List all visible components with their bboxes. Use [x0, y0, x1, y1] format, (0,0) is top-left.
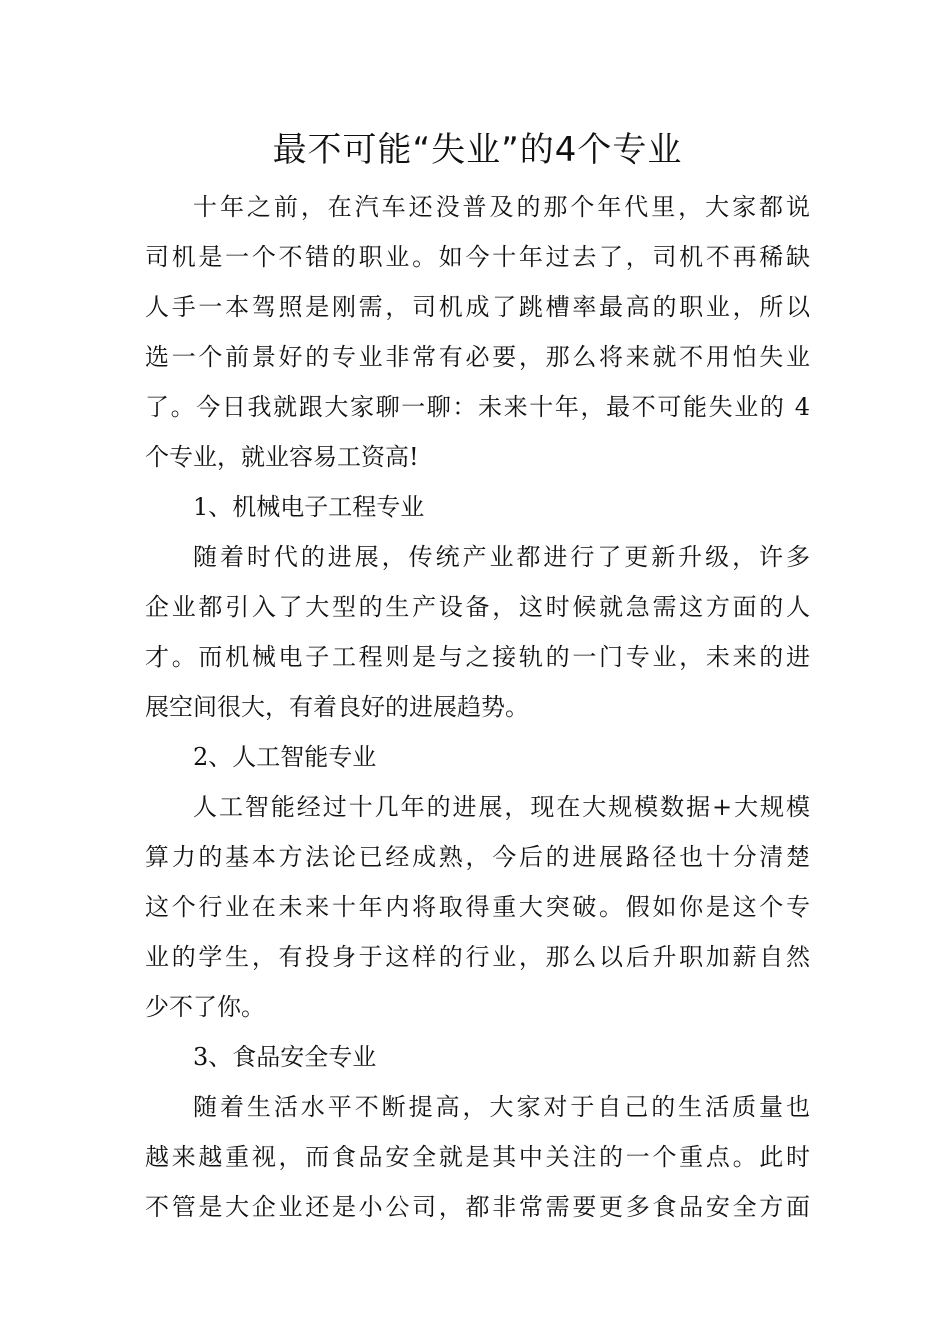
section-heading-1: 1、机械电子工程专业 [193, 493, 425, 521]
text-line: 司机是一个不错的职业。如今十年过去了，司机不再稀缺 [145, 243, 810, 271]
text-line: 个专业，就业容易工资高! [145, 443, 419, 471]
text-line: 越来越重视，而食品安全就是其中关注的一个重点。此时 [145, 1143, 810, 1171]
text-line: 展空间很大，有着良好的进展趋势。 [145, 693, 529, 721]
intro-paragraph [145, 182, 810, 482]
text-line: 业的学生，有投身于这样的行业，那么以后升职加薪自然 [145, 943, 810, 971]
text-line: 不管是大企业还是小公司，都非常需要更多食品安全方面 [145, 1193, 810, 1221]
section-heading-3: 3、食品安全专业 [193, 1043, 377, 1071]
text-line: 人手一本驾照是刚需，司机成了跳槽率最高的职业，所以 [145, 293, 810, 321]
text-line: 了。今日我就跟大家聊一聊：未来十年，最不可能失业的 4 [145, 393, 810, 421]
text-line: 选一个前景好的专业非常有必要，那么将来就不用怕失业 [145, 343, 810, 371]
text-line: 随着时代的进展，传统产业都进行了更新升级，许多 [193, 543, 810, 571]
text-line: 这个行业在未来十年内将取得重大突破。假如你是这个专 [145, 893, 810, 921]
section-2-paragraph [145, 782, 810, 1032]
text-line: 随着生活水平不断提高，大家对于自己的生活质量也 [193, 1093, 810, 1121]
text-line: 才。而机械电子工程则是与之接轨的一门专业，未来的进 [145, 643, 810, 671]
text-line: 算力的基本方法论已经成熟，今后的进展路径也十分清楚 [145, 843, 810, 871]
section-heading-2: 2、人工智能专业 [193, 743, 377, 771]
text-line: 人工智能经过十几年的进展，现在大规模数据+大规模 [193, 793, 810, 821]
document-title: 最不可能“失业”的4个专业 [272, 130, 683, 170]
section-1-paragraph [145, 532, 810, 732]
document-page [145, 118, 810, 1232]
text-line: 企业都引入了大型的生产设备，这时候就急需这方面的人 [145, 593, 810, 621]
text-line: 十年之前，在汽车还没普及的那个年代里，大家都说 [193, 193, 810, 221]
text-line: 少不了你。 [145, 993, 265, 1021]
section-3-paragraph [145, 1082, 810, 1232]
